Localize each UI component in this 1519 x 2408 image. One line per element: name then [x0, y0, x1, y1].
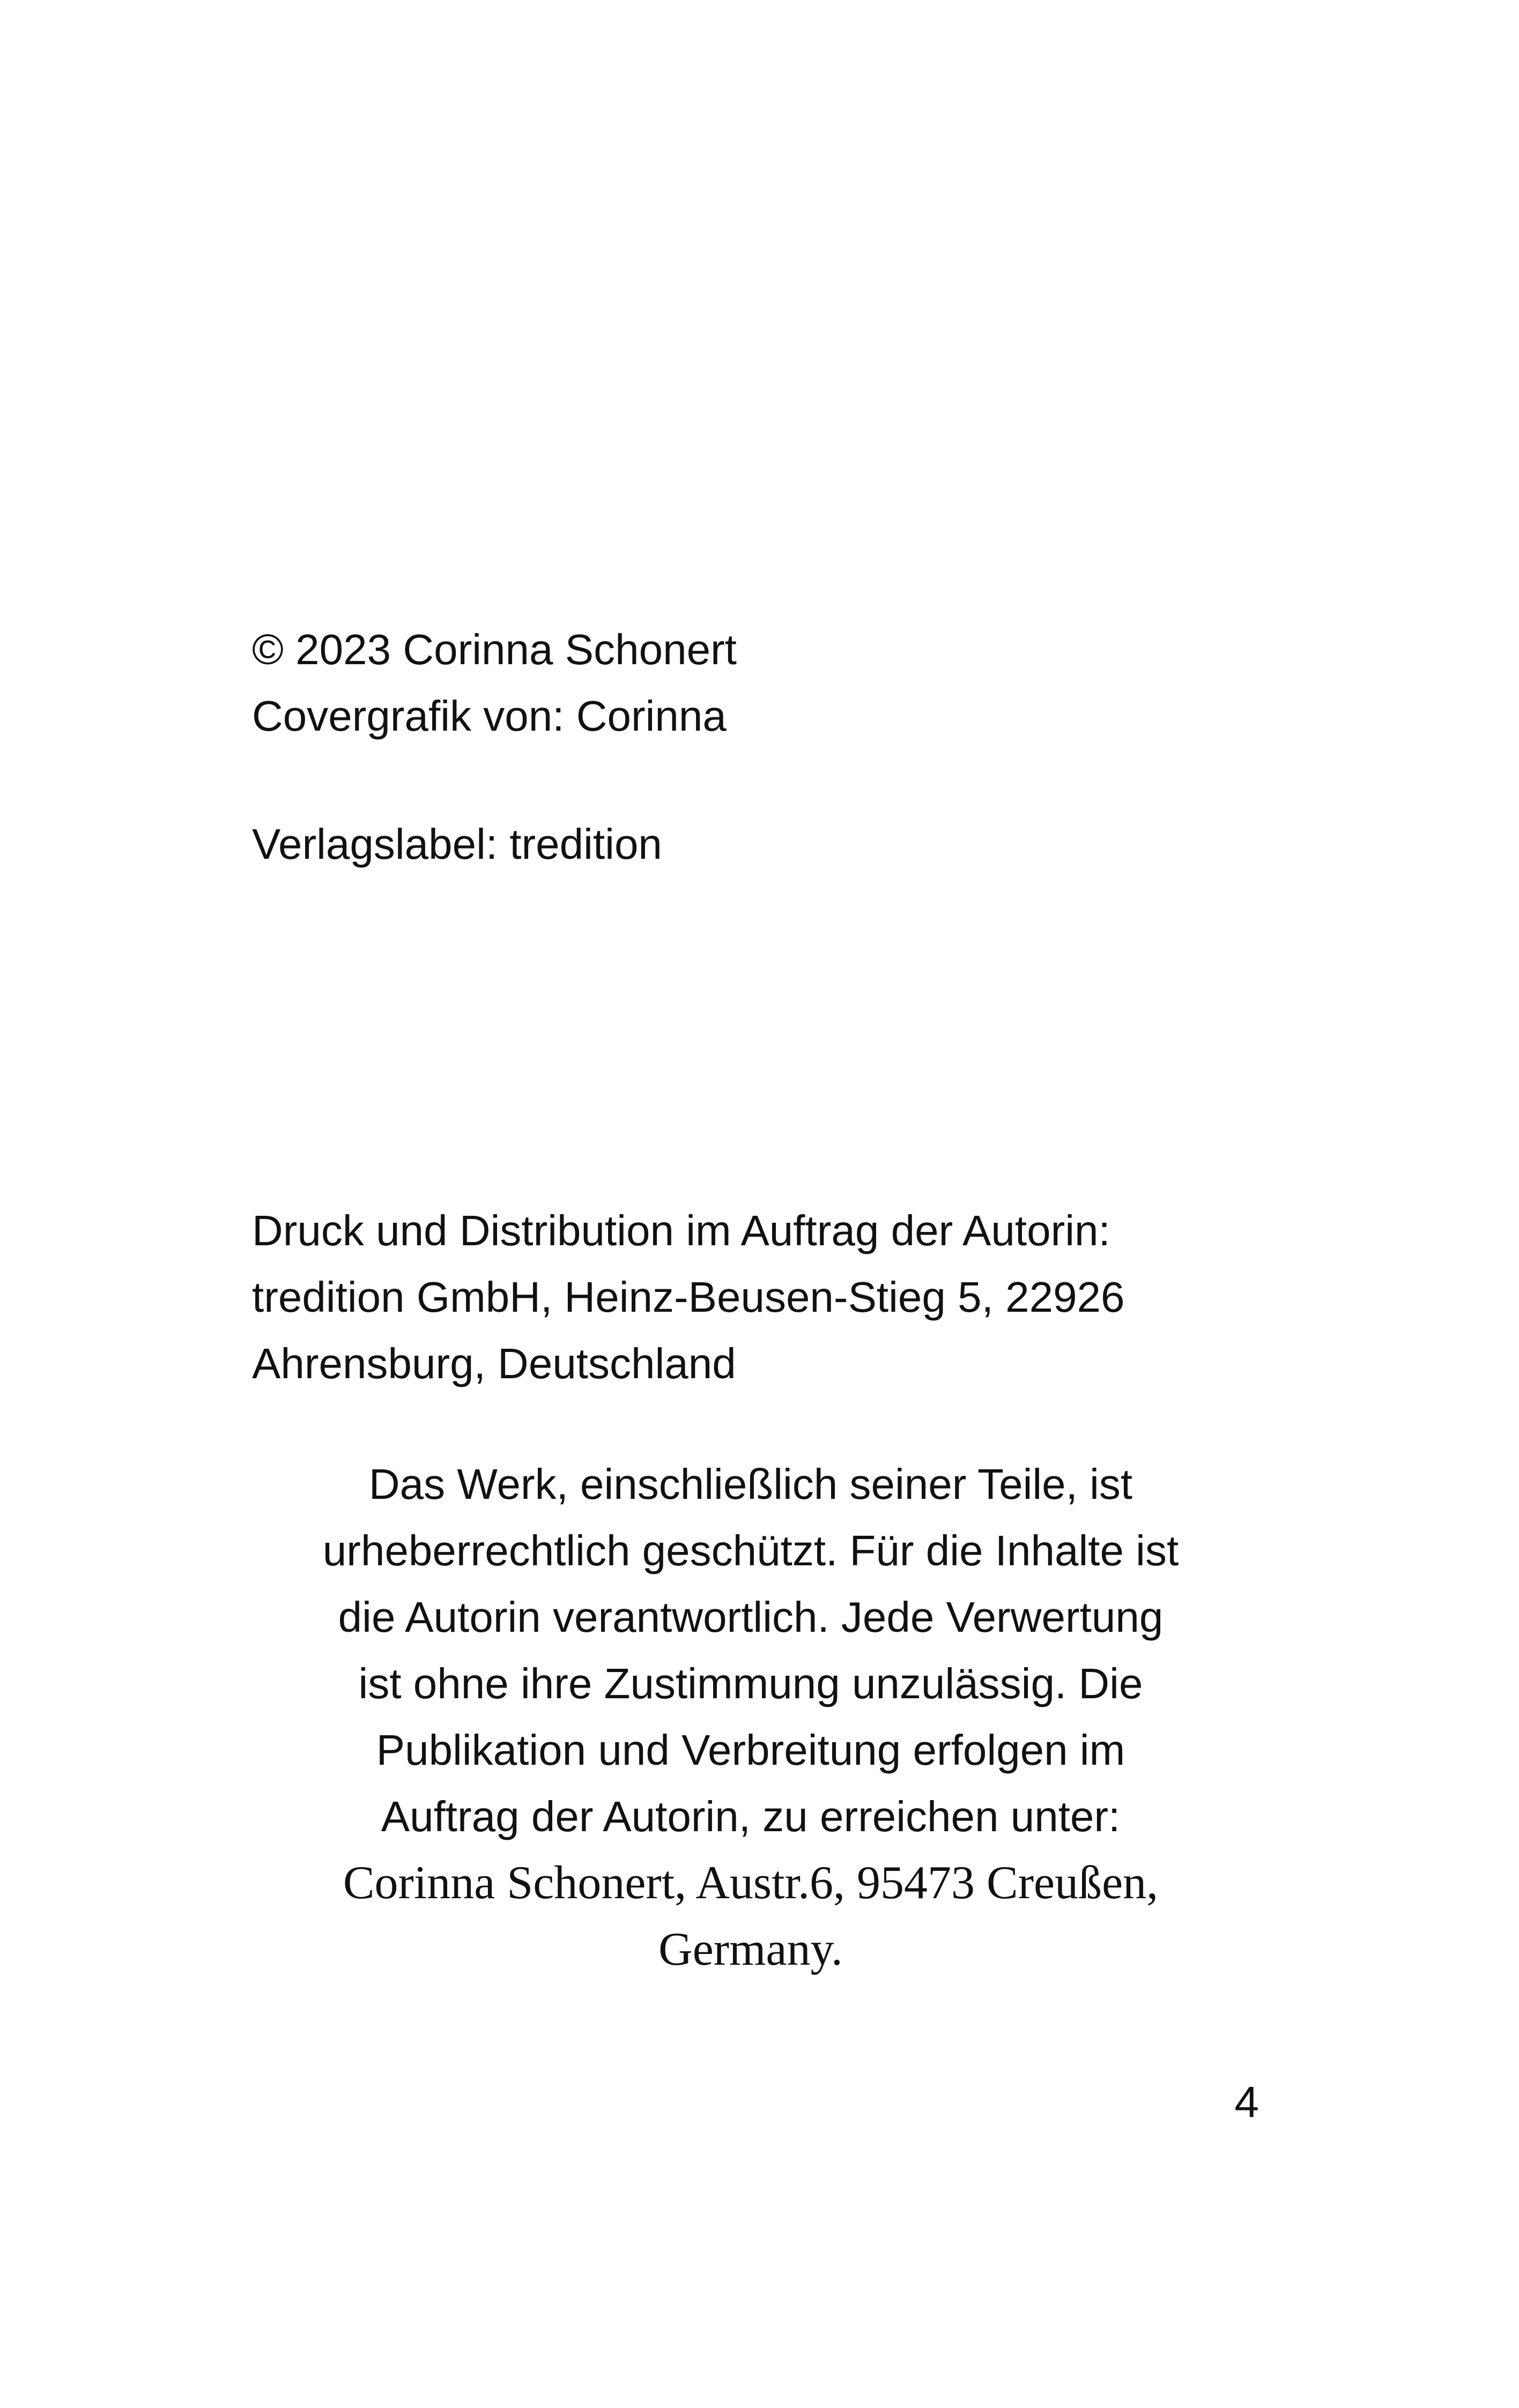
page-number: 4: [1234, 2078, 1259, 2127]
publisher-label-block: [252, 811, 662, 878]
author-address-line: Germany.: [658, 1923, 843, 1975]
legal-notice-line: die Autorin verantwortlich. Jede Verwertung: [338, 1593, 1164, 1641]
printing-line: Ahrensburg, Deutschland: [252, 1340, 736, 1387]
cover-credit-line: Covergrafik von: Corinna: [252, 692, 727, 740]
printing-line: Druck und Distribution im Auftrag der Autorin:: [252, 1207, 1110, 1254]
legal-notice-line: ist ohne ihre Zustimmung unzulässig. Die: [358, 1660, 1143, 1707]
printing-line: tredition GmbH, Heinz-Beusen-Stieg 5, 22926: [252, 1273, 1125, 1321]
copyright-line: © 2023 Corinna Schonert: [252, 626, 737, 673]
legal-notice-line: Das Werk, einschließlich seiner Teile, ist: [368, 1460, 1133, 1508]
legal-notice: [225, 1451, 1276, 1983]
legal-notice-line: Publikation und Verbreitung erfolgen im: [376, 1726, 1125, 1774]
publisher-label-line: Verlagslabel: tredition: [252, 820, 662, 868]
legal-notice-line: Auftrag der Autorin, zu erreichen unter:: [381, 1793, 1121, 1840]
legal-notice-line: urheberrechtlich geschützt. Für die Inhalte ist: [322, 1527, 1179, 1574]
printing-distribution-block: [252, 1198, 1125, 1397]
author-address-line: Corinna Schonert, Austr.6, 95473 Creußen,: [343, 1857, 1159, 1909]
imprint-block: [252, 616, 737, 749]
